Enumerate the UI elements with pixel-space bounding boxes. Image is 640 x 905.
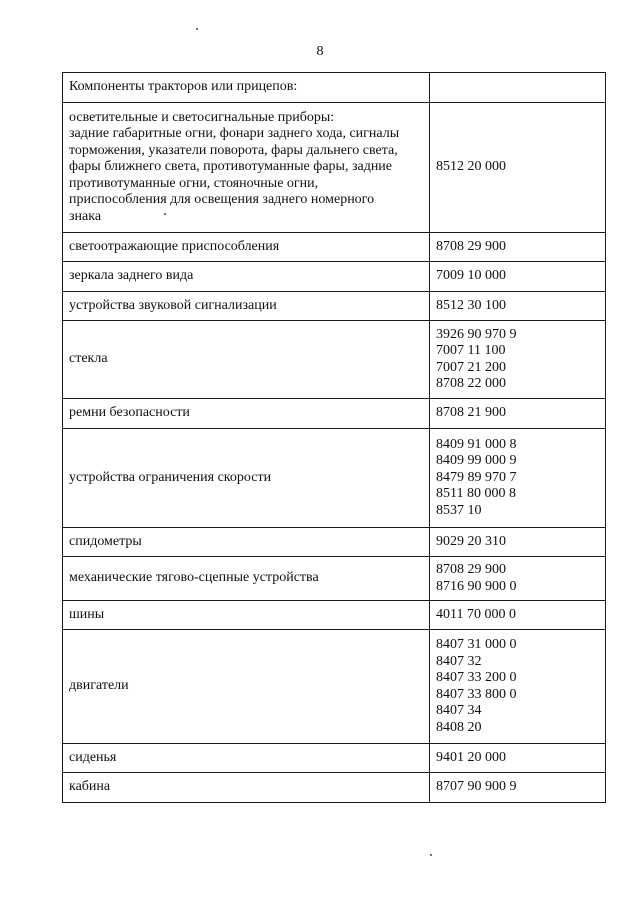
components-table [62, 72, 606, 803]
table-row [63, 528, 606, 557]
tnved-code: 9401 20 000 [436, 749, 506, 765]
tnved-code-cell [430, 103, 606, 233]
tnved-code-cell [430, 557, 606, 601]
tnved-code: 8511 80 000 8 [436, 486, 516, 502]
component-name-line: двигатели [69, 678, 129, 694]
tnved-code-cell [430, 262, 606, 292]
table-row [63, 773, 606, 803]
scan-speck [196, 28, 198, 30]
table-row [63, 429, 606, 528]
tnved-code: 8407 33 200 0 [436, 670, 517, 685]
component-name-line: приспособления для освещения заднего номерного [69, 192, 375, 208]
tnved-code: 8407 31 000 0 [436, 637, 517, 652]
component-name-line: устройства звуковой сигнализации [69, 297, 277, 313]
component-name-cell [63, 528, 430, 557]
tnved-code: 8407 33 800 0 [436, 686, 517, 702]
tnved-code: 8716 90 900 0 [436, 578, 517, 594]
component-name-line: механические тягово-сцепные устройства [69, 570, 319, 586]
component-name-line: сиденья [69, 749, 117, 765]
table-header-row [63, 73, 606, 103]
component-name-cell [63, 321, 430, 399]
component-name-line: зеркала заднего вида [69, 268, 194, 284]
component-name-line: шины [69, 606, 105, 622]
tnved-code-cell [430, 601, 606, 630]
tnved-code: 8708 21 900 [436, 405, 506, 421]
component-name-cell [63, 399, 430, 429]
tnved-code: 8512 20 000 [436, 159, 506, 175]
component-name-cell [63, 773, 430, 803]
component-name-cell [63, 233, 430, 262]
tnved-code: 4011 70 000 0 [436, 606, 516, 622]
component-name-cell [63, 744, 430, 773]
table-row [63, 557, 606, 601]
component-name-line: стекла [69, 351, 108, 367]
component-name-line: спидометры [69, 533, 142, 549]
tnved-code-cell [430, 399, 606, 429]
tnved-code: 8708 29 900 [436, 562, 506, 577]
tnved-code: 8479 89 970 7 [436, 469, 517, 485]
tnved-code-cell [430, 429, 606, 528]
tnved-code-cell [430, 744, 606, 773]
component-name-cell [63, 429, 430, 528]
table-row [63, 399, 606, 429]
table-row [63, 601, 606, 630]
tnved-code: 8707 90 900 9 [436, 779, 517, 795]
component-name-line: кабина [69, 779, 111, 795]
table-row [63, 233, 606, 262]
tnved-code: 8409 91 000 8 [436, 436, 517, 452]
table-row [63, 262, 606, 292]
tnved-code-cell [430, 292, 606, 321]
table-row [63, 321, 606, 399]
component-name-cell [63, 262, 430, 292]
tnved-code: 8708 22 000 [436, 376, 506, 391]
header-code-cell [430, 73, 606, 103]
tnved-code: 8708 29 900 [436, 238, 506, 254]
component-name-cell [63, 292, 430, 321]
tnved-code-cell [430, 630, 606, 744]
component-name-line: осветительные и светосигнальные приборы: [69, 109, 335, 125]
component-name-line: фары ближнего света, противотуманные фары, задние [69, 159, 393, 175]
component-name-cell [63, 103, 430, 233]
tnved-code: 7007 21 200 [436, 359, 506, 375]
tnved-code-cell [430, 321, 606, 399]
tnved-code: 8409 99 000 9 [436, 453, 517, 469]
scan-speck [430, 854, 432, 856]
component-name-line: торможения, указатели поворота, фары дальнего света, [69, 142, 398, 158]
component-name-line: светоотражающие приспособления [69, 238, 280, 254]
page-number: 8 [316, 44, 324, 59]
component-name-cell [63, 601, 430, 630]
tnved-code: 7007 11 100 [436, 343, 506, 358]
table-row [63, 744, 606, 773]
tnved-code: 8512 30 100 [436, 297, 506, 313]
component-name-line: ремни безопасности [69, 405, 190, 421]
table-row [63, 103, 606, 233]
tnved-code: 8537 10 [436, 502, 482, 518]
component-name-line: устройства ограничения скорости [69, 469, 272, 485]
tnved-code: 3926 90 970 9 [436, 326, 517, 342]
table-row [63, 630, 606, 744]
tnved-code: 9029 20 310 [436, 533, 506, 549]
component-name-cell [63, 630, 430, 744]
component-name-line: знака [69, 208, 102, 224]
tnved-code-cell [430, 773, 606, 803]
header-name-cell: Компоненты тракторов или прицепов: [63, 73, 430, 103]
components-table-body [63, 73, 606, 803]
tnved-code: 7009 10 000 [436, 268, 506, 284]
component-name-cell [63, 557, 430, 601]
component-name-line: задние габаритные огни, фонари заднего хода, сигналы [69, 126, 400, 142]
tnved-code-cell [430, 233, 606, 262]
tnved-code: 8408 20 [436, 719, 482, 735]
tnved-code: 8407 34 [436, 703, 482, 718]
tnved-code-cell [430, 528, 606, 557]
component-name-line: противотуманные огни, стояночные огни, [69, 175, 319, 191]
table-row [63, 292, 606, 321]
tnved-code: 8407 32 [436, 653, 482, 669]
